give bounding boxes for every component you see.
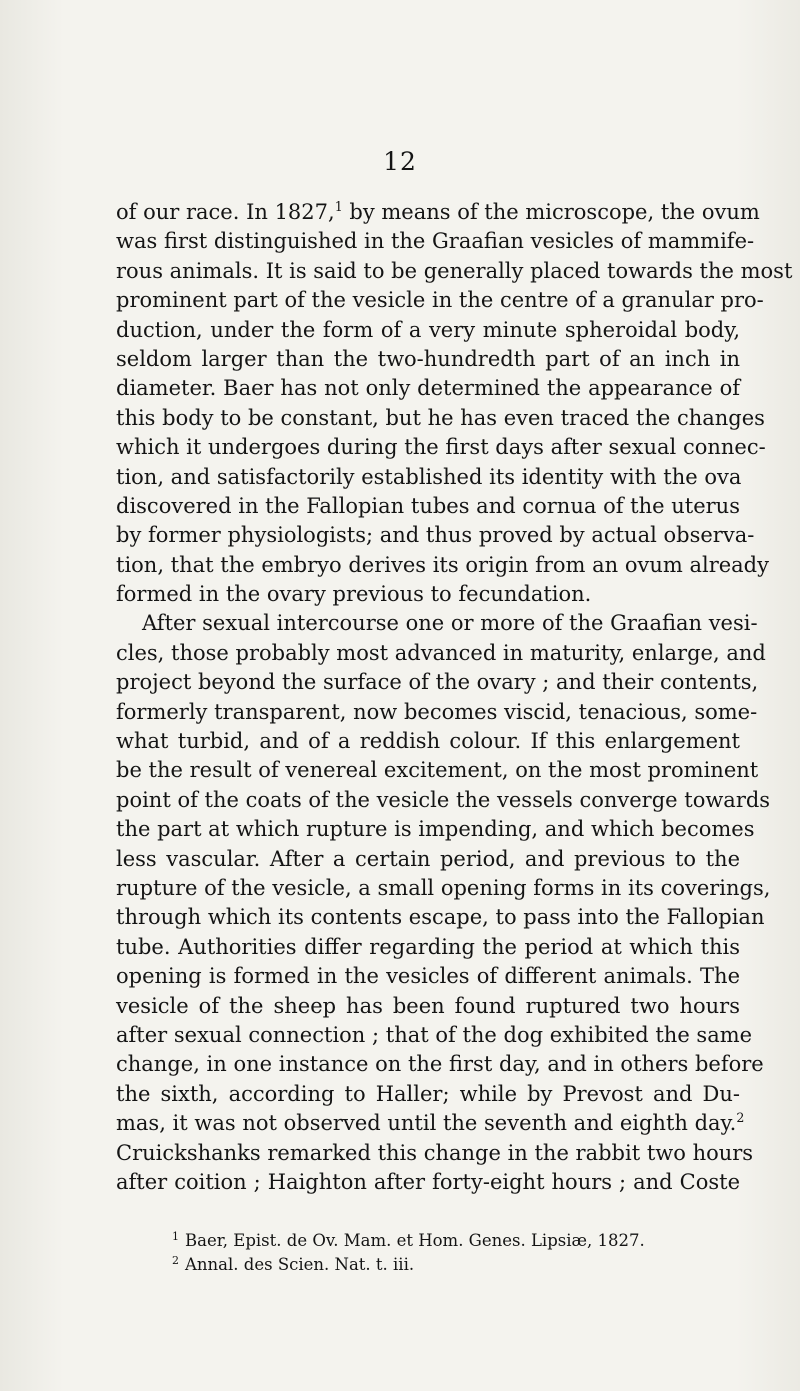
text-line: opening is formed in the vesicles of different animals. The (116, 964, 740, 989)
body-text (116, 198, 793, 1197)
footnote-reference: 1 (334, 199, 343, 214)
text-line: less vascular. After a certain period, and previous to the (116, 846, 740, 871)
footnote-reference: 2 (736, 1110, 745, 1126)
text-line: seldom larger than the two-hundredth part of an inch in (116, 346, 740, 371)
text-line: what turbid, and of a reddish colour. If this enlargement (116, 729, 740, 754)
text-line-segment: by means of the microscope, the ovum (342, 200, 760, 224)
text-line: which it undergoes during the first days after sexual connec- (116, 435, 766, 460)
text-line: formerly transparent, now becomes viscid, tenacious, some- (116, 699, 758, 724)
footnote-mark: 2 (172, 1253, 179, 1267)
text-line (116, 198, 760, 227)
text-line: vesicle of the sheep has been found ruptured two hours (116, 993, 740, 1018)
text-line: rous animals. It is said to be generally placed towards the most (116, 258, 793, 283)
text-line: rupture of the vesicle, a small opening forms in its coverings, (116, 875, 771, 900)
text-line: change, in one instance on the first day, and in others before (116, 1052, 764, 1077)
text-line: the part at which rupture is impending, and which becomes (116, 817, 755, 842)
text-line: point of the coats of the vesicle the vessels converge towards (116, 787, 771, 812)
text-line: cles, those probably most advanced in maturity, enlarge, and (116, 640, 766, 665)
text-line: tion, and satisfactorily established its identity with the ova (116, 464, 742, 489)
text-line: by former physiologists; and thus proved by actual observa- (116, 523, 755, 548)
text-line: the sixth, according to Haller; while by Prevost and Du- (116, 1081, 740, 1106)
text-line: was first distinguished in the Graafian vesicles of mammife- (116, 229, 755, 254)
text-line: be the result of venereal excitement, on the most prominent (116, 758, 759, 783)
footnote-mark: 1 (172, 1229, 179, 1243)
text-line: formed in the ovary previous to fecundation. (116, 582, 592, 607)
text-line: tube. Authorities differ regarding the period at which this (116, 934, 740, 959)
text-line: this body to be constant, but he has even traced the changes (116, 405, 765, 430)
footnote-text: Baer, Epist. de Ov. Mam. et Hom. Genes. Lipsiæ, 1827. (185, 1231, 645, 1250)
text-line-segment: mas, it was not observed until the seventh and eighth day. (116, 1111, 737, 1136)
text-line: discovered in the Fallopian tubes and cornua of the uterus (116, 493, 740, 518)
text-line (116, 1109, 745, 1138)
text-line-segment: of our race. In 1827, (116, 200, 335, 224)
text-line: project beyond the surface of the ovary ; and their contents, (116, 670, 759, 695)
text-line: after coition ; Haighton after forty-eight hours ; and Coste (116, 1169, 740, 1194)
page-number: 12 (383, 147, 417, 176)
text-line: Cruickshanks remarked this change in the rabbit two hours (116, 1140, 754, 1165)
footnote (172, 1253, 732, 1277)
text-line: After sexual intercourse one or more of the Graafian vesi- (142, 611, 758, 636)
text-line: through which its contents escape, to pass into the Fallopian (116, 905, 765, 930)
text-line: prominent part of the vesicle in the centre of a granular pro- (116, 288, 764, 313)
footnote-text: Annal. des Scien. Nat. t. iii. (185, 1255, 415, 1274)
text-line: duction, under the form of a very minute spheroidal body, (116, 317, 740, 342)
text-line: diameter. Baer has not only determined the appearance of (116, 376, 740, 401)
footnote (172, 1229, 732, 1253)
footnotes (172, 1229, 732, 1277)
text-line: after sexual connection ; that of the dog exhibited the same (116, 1022, 753, 1047)
text-line: tion, that the embryo derives its origin from an ovum already (116, 552, 769, 577)
